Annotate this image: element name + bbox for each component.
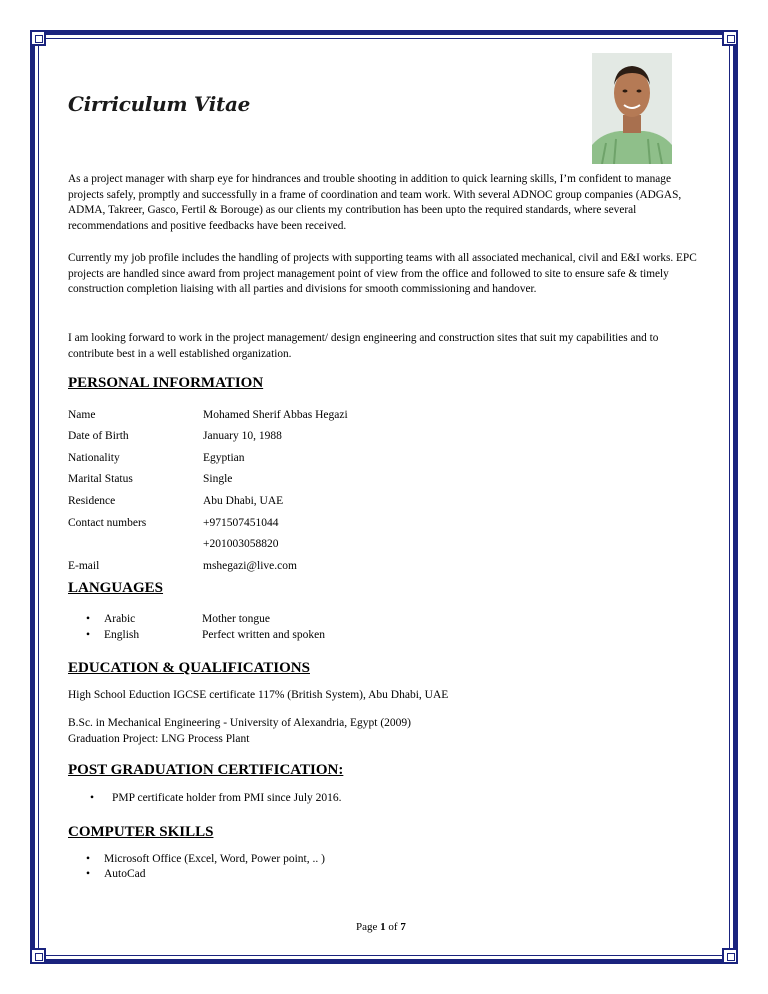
corner-ornament [722,948,738,964]
info-label: Name [68,409,96,421]
info-row [68,516,279,530]
list-item [90,792,342,804]
bullet-icon: • [86,613,91,625]
list-item [86,868,146,880]
education-line: Graduation Project: LNG Process Plant [68,733,250,745]
list-item [86,853,325,865]
info-row [68,451,245,465]
summary-paragraph: As a project manager with sharp eye for hindrances and trouble shooting in addition to quick learning skills, I’m confident to manage projects safely, promptly and successfully in a frame of coordination and team work. With several ADNOC group companies (ADGAS, ADMA, Takreer, Gasco, Fertil & Borouge) as our clients my contribution has been upto the required standards, where several recommendations and positive feedbacks have been received. [68,173,682,232]
info-value: +971507451044 [203,517,279,529]
page-number [356,921,406,933]
section-heading-computer: COMPUTER SKILLS [68,824,214,840]
certification-item: PMP certificate holder from PMI since July 2016. [112,792,342,804]
info-row [68,429,282,443]
info-row [68,559,297,573]
bullet-icon: • [86,629,91,641]
profile-photo [592,53,672,164]
portrait-image [592,53,672,164]
info-value: Egyptian [203,452,245,464]
summary-paragraph: Currently my job profile includes the handling of projects with supporting teams with all associated mechanical, civil and E&I works. EPC projects are handled since award from project management point of view from the office and followed to site to ensure safe & timely construction completion liaising with all parties and divisions for smooth commissioning and handover. [68,252,697,295]
info-value: Single [203,473,233,485]
info-row [68,408,348,422]
info-label: Residence [68,495,116,507]
info-value: Mohamed Sherif Abbas Hegazi [203,409,348,421]
education-line: B.Sc. in Mechanical Engineering - University of Alexandria, Egypt (2009) [68,717,411,729]
info-row [68,537,279,551]
document-title: Cirriculum Vitae [68,92,251,116]
section-heading-personal: PERSONAL INFORMATION [68,375,264,391]
language-level: Mother tongue [202,613,271,625]
info-value: +201003058820 [203,538,279,550]
skill-item: AutoCad [104,868,146,880]
info-label: Contact numbers [68,517,147,529]
language-level: Perfect written and spoken [202,629,325,641]
info-label: Date of Birth [68,430,129,442]
bullet-icon: • [86,853,91,865]
section-heading-certification: POST GRADUATION CERTIFICATION: [68,762,344,778]
info-row [68,494,283,508]
bullet-icon: • [86,868,91,880]
list-item [86,613,270,625]
corner-ornament [30,948,46,964]
section-heading-education: EDUCATION & QUALIFICATIONS [68,660,310,676]
language-name: English [104,629,140,641]
of-word: of [388,921,398,933]
info-row [68,472,232,486]
skill-item: Microsoft Office (Excel, Word, Power point, .. ) [104,853,325,865]
corner-ornament [722,30,738,46]
info-label: Nationality [68,452,120,464]
current-page: 1 [380,921,386,933]
summary-paragraph: I am looking forward to work in the project management/ design engineering and construction sites that suit my capabilities and to contribute best in a well established organization. [68,332,659,360]
bullet-icon: • [90,792,95,804]
corner-ornament [30,30,46,46]
info-value: January 10, 1988 [203,430,282,442]
info-value: mshegazi@live.com [203,560,297,572]
info-value: Abu Dhabi, UAE [203,495,284,507]
section-heading-languages: LANGUAGES [68,580,164,596]
info-label: Marital Status [68,473,133,485]
info-label: E-mail [68,560,100,572]
education-line: High School Eduction IGCSE certificate 117% (British System), Abu Dhabi, UAE [68,689,449,701]
language-name: Arabic [104,613,136,625]
list-item [86,629,325,641]
page-word: Page [356,921,378,933]
total-pages: 7 [400,921,406,933]
